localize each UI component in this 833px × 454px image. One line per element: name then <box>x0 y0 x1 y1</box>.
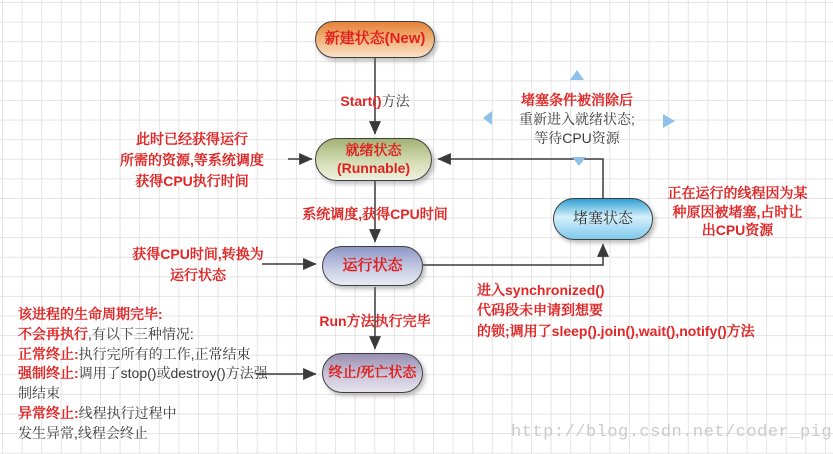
node-terminated-label: 终止/死亡状态 <box>328 364 417 381</box>
lifecycle-line: 不会再执行,有以下三种情况: <box>18 325 194 342</box>
lifecycle-note <box>18 305 270 444</box>
autoconnect-left-arrow-icon[interactable] <box>483 111 492 125</box>
node-terminated-state[interactable] <box>322 353 423 393</box>
unblock-note-title: 堵塞条件被消除后 <box>521 92 633 108</box>
node-runnable-label-line1: 就绪状态 <box>345 142 402 158</box>
node-blocked-state[interactable] <box>553 198 653 240</box>
autoconnect-up-arrow-icon[interactable] <box>570 70 584 80</box>
node-runnable-label-line2: (Runnable) <box>336 159 411 176</box>
lifecycle-line: 该进程的生命周期完毕: <box>18 306 163 322</box>
sync-note: 进入synchronized() 代码段未申请到想要 的锁;调用了sleep().join(),wait(),notify()方法 <box>477 282 755 339</box>
lifecycle-line: 制结束 <box>18 385 60 402</box>
lifecycle-line: 正常终止:执行完所有的工作,正常结束 <box>18 345 251 362</box>
edge-label-start: Start()方法 <box>340 93 410 109</box>
edge-label-start-method: Start() <box>340 93 382 109</box>
node-running-label: 运行状态 <box>342 256 403 274</box>
ready-note: 此时已经获得运行 所需的资源,等系统调度 获得CPU执行时间 <box>120 131 264 189</box>
blocked-note: 正在运行的线程因为某 种原因被堵塞,占时让 出CPU资源 <box>667 185 808 239</box>
autoconnect-right-arrow-icon[interactable] <box>663 114 675 128</box>
node-running-state[interactable] <box>322 246 423 286</box>
node-blocked-label: 堵塞状态 <box>572 209 633 227</box>
autoconnect-down-arrow-icon[interactable] <box>572 157 586 166</box>
edge-label-run-finish: Run方法执行完毕 <box>319 313 431 329</box>
node-runnable-state[interactable] <box>315 138 432 181</box>
node-new-label: 新建状态(New) <box>324 30 426 48</box>
node-new-state[interactable] <box>315 21 435 58</box>
lifecycle-line: 异常终止:线程执行过程中 <box>18 404 177 421</box>
lifecycle-line: 强制终止:调用了stop()或destroy()方法强 <box>18 365 268 382</box>
lifecycle-line: 发生异常,线程会终止 <box>18 424 148 441</box>
watermark-url: http://blog.csdn.net/coder_pig <box>511 423 833 442</box>
unblock-note: 堵塞条件被消除后 重新进入就绪状态; 等待CPU资源 <box>492 91 662 148</box>
connector-blocked-to-runnable <box>438 159 603 198</box>
edge-label-dispatch: 系统调度,获得CPU时间 <box>302 206 448 222</box>
running-note: 获得CPU时间,转换为 运行状态 <box>132 246 264 283</box>
connector-running-to-blocked <box>423 244 603 265</box>
